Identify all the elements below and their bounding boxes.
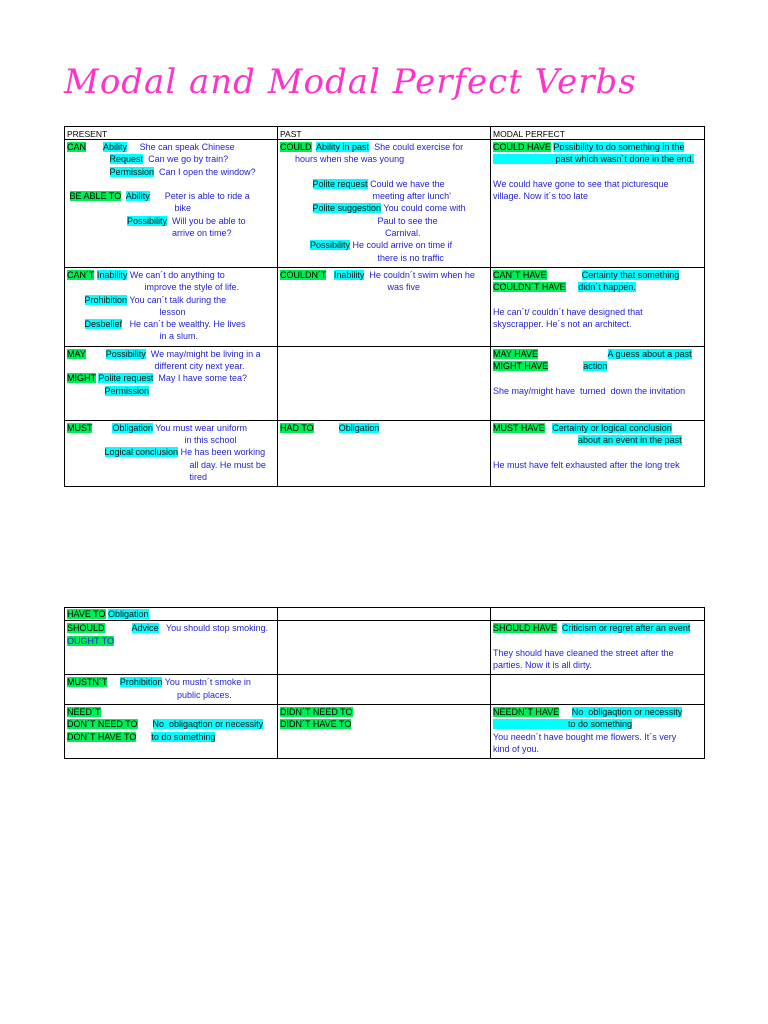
use-label: Ability in past: [316, 142, 370, 152]
cell-may-present: MAY Possibility We may/might be living in a different city next year. MIGHT Polite request May I have some tea? Permission: [65, 346, 278, 420]
modal-label: SHOULD HAVE: [493, 623, 557, 634]
use-label: Possibility: [127, 215, 168, 226]
cell-should-past: [278, 621, 491, 675]
modal-label: HAD TO: [280, 422, 314, 433]
cell-mustnt-past: [278, 675, 491, 705]
table-row-must: [65, 420, 705, 486]
use-label: Permission: [109, 166, 155, 177]
cell-have-to-present: [65, 608, 278, 621]
modal-label: OUGHT TO: [67, 635, 115, 646]
use-label: Advice: [131, 623, 159, 634]
modal-label: MUST HAVE: [493, 422, 545, 433]
modal-label: BE ABLE TO: [69, 191, 122, 202]
use-label: Polite request: [98, 373, 154, 384]
cell-may-past: [278, 346, 491, 420]
modal-label: DIDN´T NEED TO: [280, 707, 353, 718]
cell-may-perfect: MAY HAVE A guess about a past MIGHT HAVE action She may/might have turned down the invitation: [491, 346, 705, 420]
cell-can-present: CAN Ability She can speak Chinese Request Can we go by train? Permission Can I open the window? BE ABLE TO Ability Peter is able to ride a bike Possibility Will you be able to arrive on time?: [65, 140, 278, 268]
modal-label: COULD HAVE: [493, 142, 551, 152]
use-label: Possibility: [105, 348, 146, 359]
use-label: Prohibition: [119, 677, 163, 688]
cell-neednt-perfect: NEEDN´T HAVE No obligaqtion or necessity to do something You needn´t have bought me flowers. It´s very kind of you.: [491, 705, 705, 759]
cell-should-present: SHOULD Advice You should stop smoking. OUGHT TO: [65, 621, 278, 675]
modal-label: MUST: [67, 422, 93, 433]
column-header-modal-perfect: MODAL PERFECT: [491, 127, 705, 140]
table-row-neednt: [65, 705, 705, 759]
use-label: Prohibition: [84, 294, 128, 305]
page-title: Modal and Modal Perfect Verbs: [64, 62, 637, 102]
modal-label: DON´T HAVE TO: [67, 731, 137, 742]
modal-label: DON´T NEED TO: [67, 719, 138, 730]
use-label: Possibility: [310, 240, 351, 251]
cell-mustnt-present: MUSTN´T Prohibition You mustn´t smoke in public places.: [65, 675, 278, 705]
use-label: Desbelief: [84, 319, 123, 330]
semi-modals-table: [64, 607, 705, 759]
modal-label: CAN´T: [67, 269, 95, 280]
table-row-should: [65, 621, 705, 675]
cell-should-perfect: SHOULD HAVE Criticism or regret after an event They should have cleaned the street after the parties. Now it is all dirty.: [491, 621, 705, 675]
modal-label: MIGHT: [67, 373, 96, 384]
use-label: Inability: [333, 269, 365, 280]
modal-label: COULD: [280, 142, 312, 152]
table-row-may: [65, 346, 705, 420]
modal-verbs-table: [64, 126, 705, 487]
use-label: Obligation: [338, 422, 380, 433]
table-row-cant: [65, 267, 705, 346]
cell-neednt-present: NEED´T DON´T NEED TO No obligaqtion or necessity DON´T HAVE TO to do something: [65, 705, 278, 759]
modal-label: HAVE TO: [67, 609, 106, 619]
modal-label: MIGHT HAVE: [493, 361, 549, 372]
cell-can-past: COULD Ability in past She could exercise for hours when she was young Polite request Could we have the meeting after lunch' Polite suggestion You could come with Paul to see the Carnival. Possibility He could arrive on time if there is no traffic: [278, 140, 491, 268]
table-row-mustnt: [65, 675, 705, 705]
modal-label: NEED´T: [67, 707, 101, 718]
use-label: Obligation: [112, 422, 153, 433]
use-label: Permission: [104, 385, 150, 396]
cell-must-perfect: MUST HAVE Certainty or logical conclusion about an event in the past He must have felt exhausted after the long trek: [491, 420, 705, 486]
modal-label: CAN´T HAVE: [493, 269, 547, 280]
cell-have-to-past: [278, 608, 491, 621]
modal-label: MUSTN´T: [67, 677, 108, 688]
column-header-present: PRESENT: [65, 127, 278, 140]
modal-label: MAY HAVE: [493, 348, 539, 359]
use-label: Ability: [103, 142, 128, 152]
cell-cant-present: CAN´T Inability We can´t do anything to improve the style of life. Prohibition You can´t talk during the lesson Desbelief He can´t be wealthy. He lives in a slum.: [65, 267, 278, 346]
modal-label: MAY: [67, 348, 86, 359]
column-header-past: PAST: [278, 127, 491, 140]
cell-neednt-past: [278, 705, 491, 759]
cell-cant-past: COULDN´T Inability He couldn´t swim when he was five: [278, 267, 491, 346]
modal-label: SHOULD: [67, 623, 105, 634]
modal-label: DIDN´T HAVE TO: [280, 719, 352, 730]
cell-must-present: MUST Obligation You must wear uniform in this school Logical conclusion He has been working all day. He must be tired: [65, 420, 278, 486]
use-label: Obligation: [108, 609, 149, 619]
table-row-can: [65, 140, 705, 268]
cell-must-past: [278, 420, 491, 486]
modal-label: CAN: [67, 142, 87, 152]
use-label: Polite request: [312, 178, 368, 189]
modal-label: COULDN´T: [280, 269, 327, 280]
use-label: Ability: [125, 191, 150, 202]
cell-mustnt-perfect: [491, 675, 705, 705]
use-label: Request: [109, 154, 144, 165]
use-label: Polite suggestion: [312, 203, 382, 214]
cell-can-perfect: COULD HAVE Possibility to do something in the past which wasn´t done in the end. We could have gone to see that picturesque village. Now it´s too late: [491, 140, 705, 268]
modal-label: NEEDN´T HAVE: [493, 707, 560, 718]
modal-label: COULDN´T HAVE: [493, 282, 566, 293]
cell-have-to-perfect: [491, 608, 705, 621]
cell-cant-perfect: CAN´T HAVE Certainty that something COULDN´T HAVE didn´t happen. He can´t/ couldn´t have designed that skyscrapper. He´s not an architect.: [491, 267, 705, 346]
use-label: Inability: [96, 269, 128, 280]
table-row-have-to: [65, 608, 705, 621]
use-label: Logical conclusion: [104, 447, 179, 458]
